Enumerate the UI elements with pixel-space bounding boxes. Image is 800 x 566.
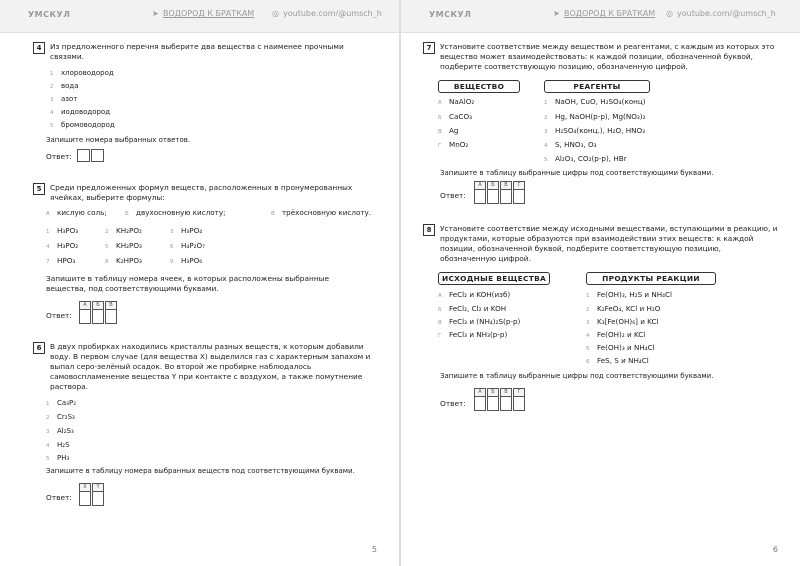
page-left: [0, 0, 399, 566]
reactants-d: Г FeCl₃ и NH₃(р-р): [438, 330, 508, 339]
youtube-icon: ◎: [272, 9, 279, 18]
product-1: 1 Fe(OH)₃, H₂S и NH₄Cl: [586, 290, 673, 299]
answer-cell-b[interactable]: [487, 396, 499, 411]
cell-1: 1 H₃PO₃: [46, 226, 79, 235]
criterion-c: В трёхосновную кислоту.: [271, 208, 372, 217]
cell-7: 7 HPO₃: [46, 256, 76, 265]
answer-label: Ответ:: [46, 152, 72, 161]
instruction: Запишите в таблицу номера ячеек, в которых расположены выбранные вещества, под соответствующими буквами.: [46, 274, 330, 293]
answer-cell-b[interactable]: [92, 309, 104, 324]
cell-4: 4 H₃PO₂: [46, 241, 79, 250]
option-1: 1 хлороводород: [50, 69, 114, 77]
answer-col-label: Г: [513, 388, 525, 396]
answer-col-label: В: [105, 301, 117, 309]
answer-label: Ответ:: [440, 399, 466, 408]
answer-cell-c[interactable]: [500, 189, 512, 204]
instruction: Запишите в таблицу выбранные цифры под соответствующими буквами.: [440, 169, 714, 177]
question-7: [423, 42, 778, 212]
brand-logo: УМСКУЛ: [28, 10, 71, 19]
answer-col-label: А: [474, 181, 486, 189]
answer-cell-a[interactable]: [474, 189, 486, 204]
instruction: Запишите в таблицу выбранные цифры под соответствующими буквами.: [440, 372, 714, 380]
answer-col-label: В: [500, 181, 512, 189]
question-5: [33, 183, 378, 333]
reagent-1: 1 NaOH, CuO, H₂SO₄(конц): [544, 97, 646, 106]
answer-box-2[interactable]: [91, 149, 104, 162]
option-2: 2 Cr₂S₃: [46, 413, 75, 421]
reactants-c: В FeCl₃ и (NH₄)₂S(р-р): [438, 317, 521, 326]
answer-col-label: Б: [487, 181, 499, 189]
column-header-products: ПРОДУКТЫ РЕАКЦИИ: [586, 272, 716, 285]
product-3: 3 K₃[Fe(OH)₆] и KCl: [586, 317, 659, 326]
youtube-icon: ◎: [666, 9, 673, 18]
reagent-3: 3 H₂SO₄(конц.), H₂O, HNO₃: [544, 126, 646, 135]
page-header: [0, 0, 399, 33]
option-3: 3 азот: [50, 95, 78, 103]
criterion-a: А кислую соль;: [46, 208, 107, 217]
column-header-reagents: РЕАГЕНТЫ: [544, 80, 650, 93]
answer-label: Ответ:: [440, 191, 466, 200]
question-number: 7: [423, 42, 435, 54]
cell-8: 8 K₂HPO₃: [105, 256, 142, 265]
substance-c: В Ag: [438, 126, 459, 135]
option-4: 4 иодоводород: [50, 108, 111, 116]
criterion-b: Б двухосновную кислоту;: [125, 208, 226, 217]
answer-label: Ответ:: [46, 311, 72, 320]
answer-cell-c[interactable]: [500, 396, 512, 411]
option-1: 1 Ca₃P₂: [46, 399, 77, 407]
answer-cell-c[interactable]: [105, 309, 117, 324]
page-header: [401, 0, 800, 33]
answer-col-label: А: [474, 388, 486, 396]
reactants-b: Б FeCl₂, Cl₂ и KOH: [438, 304, 507, 313]
answer-col-label: Г: [513, 181, 525, 189]
telegram-link[interactable]: ➤ ВОДОРОД К БРАТКАМ: [553, 9, 656, 18]
answer-cell-a[interactable]: [474, 396, 486, 411]
question-text: Из предложенного перечня выберите два вещества с наименее прочными связями.: [50, 42, 344, 61]
cell-2: 2 KH₂PO₂: [105, 226, 142, 235]
reactants-a: А FeCl₂ и KOH(изб): [438, 290, 511, 299]
question-text: Установите соответствие между веществом и реагентами, с каждым из которых это вещество может взаимодействовать: к каждой позиции, обозначенной буквой, подберите соответствующую позицию, обозначенную цифрой.: [440, 42, 775, 71]
instruction: Запишите номера выбранных ответов.: [46, 136, 191, 144]
question-text: Установите соответствие между исходными веществами, вступающими в реакцию, и продуктами, которые образуются при взаимодействии этих веществ: к каждой позиции, обозначенной буквой, подберите соответствующую позицию, обозначенную цифрой.: [440, 224, 778, 263]
reagent-4: 4 S, HNO₃, O₃: [544, 140, 597, 149]
answer-col-label: X: [79, 483, 91, 491]
answer-cell-y[interactable]: [92, 491, 104, 506]
question-number: 6: [33, 342, 45, 354]
option-5: 5 бромоводород: [50, 121, 115, 129]
question-number: 4: [33, 42, 45, 54]
page-number: 6: [772, 545, 778, 554]
answer-col-label: Б: [487, 388, 499, 396]
cell-5: 5 KH₂PO₃: [105, 241, 142, 250]
cell-3: 3 H₃PO₄: [170, 226, 203, 235]
cell-6: 6 H₄P₂O₇: [170, 241, 206, 250]
option-5: 5 PH₃: [46, 454, 70, 462]
substance-d: Г MnO₂: [438, 140, 469, 149]
option-2: 2 вода: [50, 82, 79, 90]
page-number: 5: [371, 545, 377, 554]
product-5: 5 Fe(OH)₃ и NH₄Cl: [586, 343, 655, 352]
question-8: [423, 224, 778, 424]
option-3: 3 Al₂S₃: [46, 427, 74, 435]
page-right: [401, 0, 800, 566]
instruction: Запишите в таблицу номера выбранных веществ под соответствующими буквами.: [46, 467, 355, 475]
column-header-reactants: ИСХОДНЫЕ ВЕЩЕСТВА: [438, 272, 550, 285]
answer-cell-b[interactable]: [487, 189, 499, 204]
youtube-link[interactable]: ◎ youtube.com/@umsch_h: [666, 9, 776, 18]
brand-logo: УМСКУЛ: [429, 10, 472, 19]
product-4: 4 Fe(OH)₂ и KCl: [586, 330, 646, 339]
answer-cell-x[interactable]: [79, 491, 91, 506]
substance-b: Б CaCO₃: [438, 112, 472, 121]
question-number: 8: [423, 224, 435, 236]
reagent-5: 5 Al₂O₃, CO₂(р-р), HBr: [544, 154, 627, 163]
product-2: 2 K₂FeO₄, KCl и H₂O: [586, 304, 661, 313]
answer-col-label: В: [500, 388, 512, 396]
question-4: [33, 42, 373, 172]
cell-9: 9 H₃PO₆: [170, 256, 203, 265]
answer-box-1[interactable]: [77, 149, 90, 162]
answer-cell-d[interactable]: [513, 396, 525, 411]
answer-col-label: Y: [92, 483, 104, 491]
answer-cell-d[interactable]: [513, 189, 525, 204]
substance-a: А NaAlO₂: [438, 97, 475, 106]
column-header-substance: ВЕЩЕСТВО: [438, 80, 520, 93]
telegram-link[interactable]: ➤ ВОДОРОД К БРАТКАМ: [152, 9, 255, 18]
youtube-link[interactable]: ◎ youtube.com/@umsch_h: [272, 9, 382, 18]
answer-cell-a[interactable]: [79, 309, 91, 324]
reagent-2: 2 Hg, NaOH(р-р), Mg(NO₃)₂: [544, 112, 646, 121]
answer-label: Ответ:: [46, 493, 72, 502]
question-text: Среди предложенных формул веществ, расположенных в пронумерованных ячейках, выберите формулы:: [50, 183, 353, 202]
question-6: [33, 342, 378, 512]
option-4: 4 H₂S: [46, 441, 70, 449]
product-6: 6 FeS, S и NH₄Cl: [586, 356, 649, 365]
question-text: В двух пробирках находились кристаллы разных веществ, к которым добавили воду. В первом случае (для вещества X) выделился газ с характерным запахом и выпал серо-зелёный осадок. Во второй же пробирке наблюдалось самовоспламенение вещества Y при контакте с воздухом, а также помутнение раствора.: [50, 342, 371, 391]
answer-col-label: А: [79, 301, 91, 309]
telegram-icon: ➤: [152, 9, 159, 18]
telegram-icon: ➤: [553, 9, 560, 18]
answer-col-label: Б: [92, 301, 104, 309]
question-number: 5: [33, 183, 45, 195]
